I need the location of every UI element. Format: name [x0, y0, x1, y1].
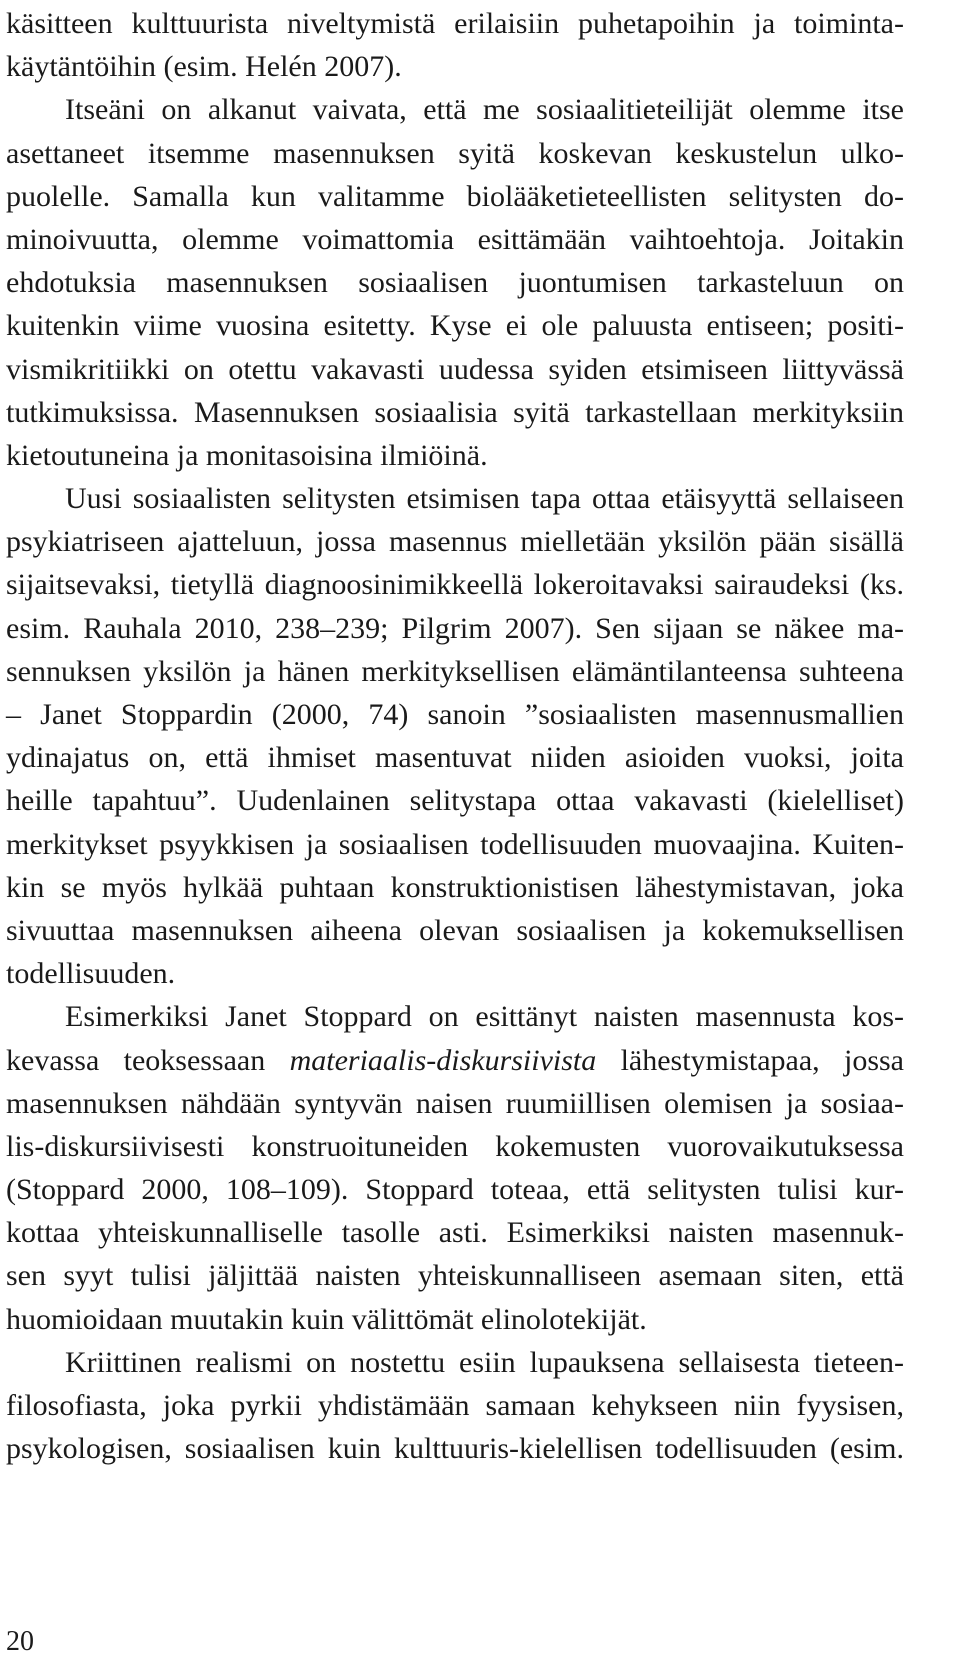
text-line: asettaneet itsemme masennuksen syitä koskevan keskustelun ulko-	[6, 136, 904, 170]
text-line: käsitteen kulttuurista niveltymistä erilaisiin puhetapoihin ja toiminta-	[6, 7, 904, 40]
paragraph-first-line: Uusi sosiaalisten selitysten etsimisen tapa ottaa etäisyyttä sellaiseen	[65, 482, 904, 516]
text-line: filosofiasta, joka pyrkii yhdistämään samaan kehykseen niin fyysisen,	[6, 1389, 904, 1422]
text-line: merkitykset psyykkisen ja sosiaalisen todellisuuden muovaajina. Kuiten-	[6, 827, 904, 861]
paragraph-first-line: Esimerkiksi Janet Stoppard on esittänyt naisten masennusta kos-	[65, 1000, 904, 1034]
text-line: sennuksen yksilön ja hänen merkityksellisen elämäntilanteensa suhteena	[6, 654, 904, 688]
text-line: ehdotuksia masennuksen sosiaalisen juontumisen tarkasteluun on	[6, 266, 904, 300]
text-line: lis-diskursiivisesti konstruoituneiden kokemusten vuorovaikutuksessa	[6, 1129, 904, 1163]
text-line: psykologisen, sosiaalisen kuin kulttuuris-kielellisen todellisuuden (esim.	[6, 1432, 904, 1466]
paragraph-first-line: Itseäni on alkanut vaivata, että me sosiaalitieteilijät olemme itse	[65, 93, 904, 127]
text-line: sivuuttaa masennuksen aiheena olevan sosiaalisen ja kokemuksellisen	[6, 913, 904, 947]
text-line: psykiatriseen ajatteluun, jossa masennus mielletään yksilön pään sisällä	[6, 525, 904, 559]
text-line: kuitenkin viime vuosina esitetty. Kyse ei ole paluusta entiseen; positi-	[6, 309, 904, 343]
italic-term: materiaalis-diskursiivista	[289, 1043, 597, 1077]
text-line: käytäntöihin (esim. Helén 2007).	[6, 50, 402, 84]
text-line: (Stoppard 2000, 108–109). Stoppard toteaa, että selitysten tulisi kur-	[6, 1173, 904, 1207]
text-line: kottaa yhteiskunnalliselle tasolle asti. Esimerkiksi naisten masennuk-	[6, 1216, 904, 1250]
text-line-with-italic	[6, 1039, 904, 1082]
text-line: – Janet Stoppardin (2000, 74) sanoin ”sosiaalisten masennusmallien	[6, 698, 904, 731]
text-line: ydinajatus on, että ihmiset masentuvat niiden asioiden vuoksi, joita	[6, 741, 904, 775]
text-line: kin se myös hylkää puhtaan konstruktionistisen lähestymistavan, joka	[6, 870, 904, 904]
text-line: heille tapahtuu”. Uudenlainen selitystapa ottaa vakavasti (kielelliset)	[6, 784, 904, 818]
text-line: sijaitsevaksi, tietyllä diagnoosinimikkeellä lokeroitavaksi sairaudeksi (ks.	[6, 568, 904, 602]
text-line: huomioidaan muutakin kuin välittömät elinolotekijät.	[6, 1302, 647, 1336]
text-line: masennuksen nähdään syntyvän naisen ruumiillisen olemisen ja sosiaa-	[6, 1086, 904, 1120]
text-line: minoivuutta, olemme voimattomia esittämään vaihtoehtoja. Joitakin	[6, 222, 904, 256]
page-number: 20	[6, 1626, 34, 1657]
text-line: tutkimuksissa. Masennuksen sosiaalisia syitä tarkastellaan merkityksiin	[6, 395, 904, 429]
text-line: puolelle. Samalla kun valitamme biolääketieteellisten selitysten do-	[6, 179, 904, 213]
text-line: todellisuuden.	[6, 957, 176, 991]
paragraph-first-line: Kriittinen realismi on nostettu esiin lupauksena sellaisesta tieteen-	[65, 1345, 904, 1379]
text-line: esim. Rauhala 2010, 238–239; Pilgrim 2007). Sen sijaan se näkee ma-	[6, 611, 904, 645]
body-text	[6, 2, 904, 1470]
text-line: vismikritiikki on otettu vakavasti uudessa syiden etsimiseen liittyvässä	[6, 352, 904, 386]
text-segment: lähestymistapaa, jossa	[596, 1043, 904, 1077]
text-line: kietoutuneina ja monitasoisina ilmiöinä.	[6, 438, 488, 472]
text-line: sen syyt tulisi jäljittää naisten yhteiskunnalliseen asemaan siten, että	[6, 1259, 904, 1293]
text-segment: kevassa teoksessaan	[6, 1043, 290, 1077]
